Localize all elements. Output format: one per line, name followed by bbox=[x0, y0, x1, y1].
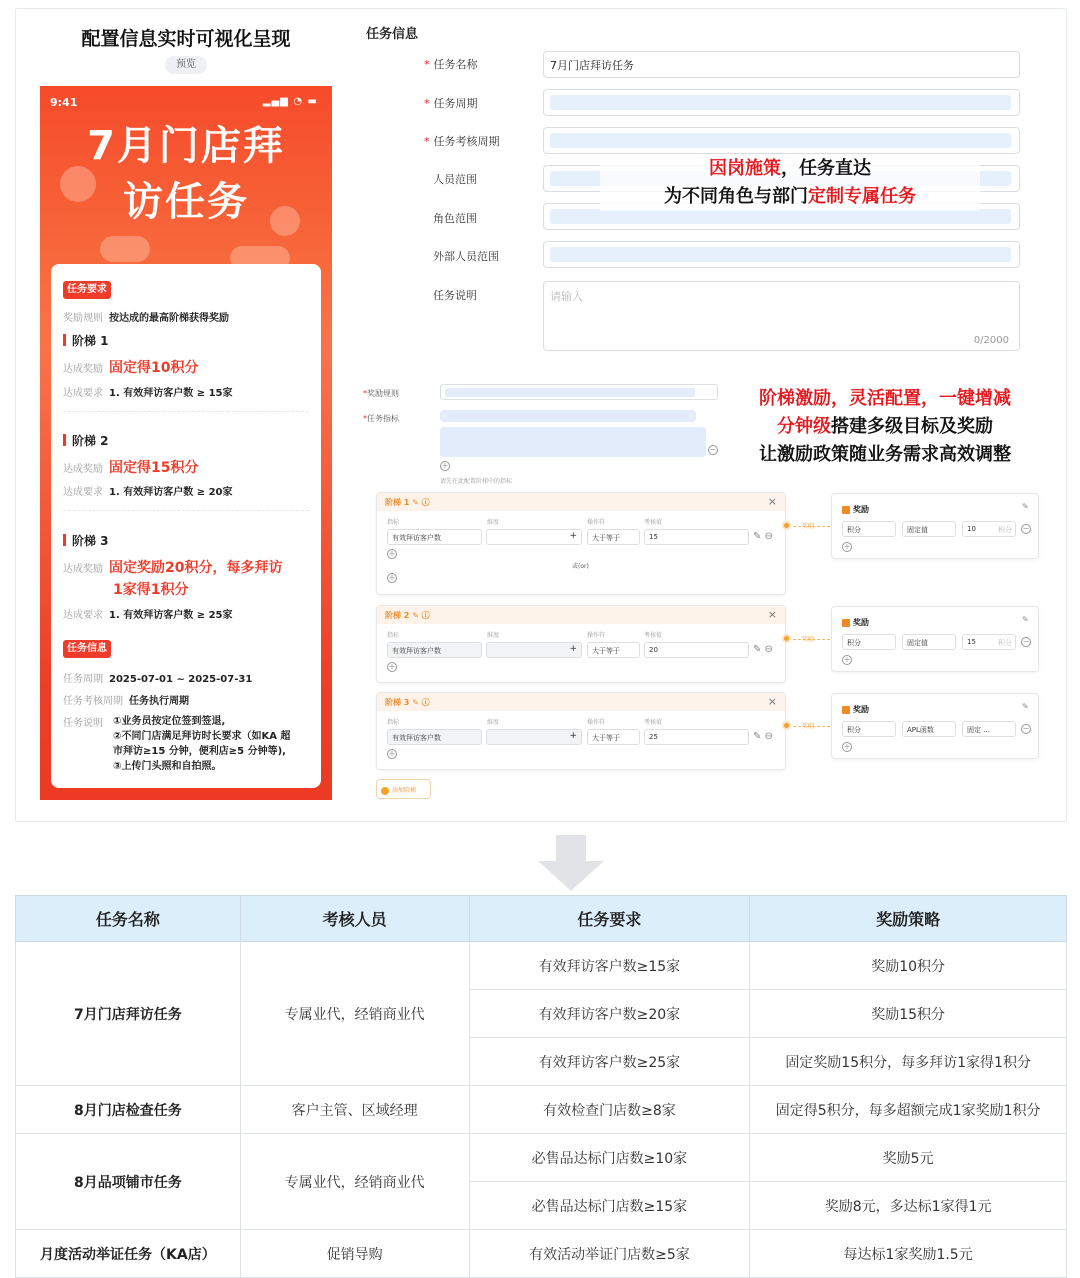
people-cell: 专属业代，经销商业代 bbox=[240, 942, 469, 1086]
cloud-decoration-icon bbox=[100, 236, 150, 262]
edit-delete-icon[interactable]: ✎ ⊖ bbox=[753, 531, 773, 542]
remove-reward-icon[interactable]: − bbox=[1022, 524, 1030, 533]
requirement-cell: 有效拜访客户数≥15家 bbox=[469, 942, 750, 990]
header-task-name: 任务名称 bbox=[16, 896, 241, 942]
down-arrow-icon bbox=[538, 835, 604, 891]
reward-rule-row: 奖励规则 按达成的最高阶梯获得奖励 bbox=[63, 313, 229, 324]
tier-3-title: 阶梯 3 bbox=[63, 532, 109, 549]
field-label-people: 人员范围 bbox=[433, 173, 477, 186]
phone-preview bbox=[40, 86, 332, 800]
value-input[interactable]: 15 bbox=[644, 529, 749, 545]
divider bbox=[63, 510, 309, 511]
add-condition-icon[interactable]: + bbox=[388, 662, 396, 671]
table-header-row bbox=[16, 896, 1067, 942]
link-node-icon bbox=[782, 721, 791, 730]
tier-2-title: 阶梯 2 bbox=[63, 432, 109, 449]
tier-1-requirement: 达成要求 1. 有效拜访客户数 ≥ 15家 bbox=[63, 388, 233, 399]
reward-card-1 bbox=[831, 493, 1039, 559]
edit-icon[interactable]: ✎ bbox=[1022, 502, 1029, 511]
reward-card-title: 奖励 bbox=[842, 617, 869, 628]
edit-icon[interactable]: ✎ bbox=[1022, 702, 1029, 711]
dimension-select[interactable]: + bbox=[486, 529, 582, 545]
task-name-cell: 7月门店拜访任务 bbox=[16, 942, 241, 1086]
task-summary-table bbox=[15, 895, 1067, 1278]
reward-cell: 固定奖励15积分，每多拜访1家得1积分 bbox=[750, 1038, 1067, 1086]
reward-mode-select[interactable]: APL函数 bbox=[902, 721, 956, 737]
operator-select[interactable]: 大于等于 bbox=[587, 529, 640, 545]
task-metric-bar[interactable] bbox=[440, 410, 696, 422]
callout-tiers: 阶梯激励，灵活配置，一键增减 分钟级搭建多级目标及奖励 让激励政策随业务需求高效调整 bbox=[735, 385, 1035, 469]
reward-type-select[interactable]: 积分 bbox=[842, 634, 896, 650]
period-row: 任务周期 2025-07-01 ~ 2025-07-31 bbox=[63, 674, 253, 685]
gift-icon bbox=[842, 619, 850, 627]
field-label-check-period: * 任务考核周期 bbox=[424, 135, 500, 148]
add-tier-button[interactable]: 添加阶梯 bbox=[376, 779, 431, 799]
tier-editor-card-1: 阶梯 1 ✎ ⓘ × 指标 维度 操作符 考核值 有效拜访客户数 + 大于等于 15 ✎ ⊖ + 或(or) + bbox=[376, 492, 786, 595]
link-node-icon bbox=[782, 521, 791, 530]
add-reward-icon[interactable]: + bbox=[843, 742, 851, 751]
close-icon[interactable]: × bbox=[767, 608, 777, 621]
tier-3-reward-cont: 1家得1积分 bbox=[113, 582, 189, 598]
table-row bbox=[16, 1230, 1067, 1278]
tier-2-header: 阶梯 2 ✎ ⓘ × bbox=[377, 606, 785, 624]
close-icon[interactable]: × bbox=[767, 495, 777, 508]
edit-delete-icon[interactable]: ✎ ⊖ bbox=[753, 644, 773, 655]
reward-rule-label: *奖励规则 bbox=[363, 389, 399, 398]
field-label-desc: 任务说明 bbox=[433, 289, 477, 302]
add-reward-icon[interactable]: + bbox=[843, 655, 851, 664]
metric-hint: 请先在此配置阶梯中的指标 bbox=[440, 478, 513, 485]
field-label-name: * 任务名称 bbox=[424, 58, 478, 71]
field-label-period: * 任务周期 bbox=[424, 97, 478, 110]
tier-1-title: 阶梯 1 bbox=[63, 332, 109, 349]
reward-value-input[interactable]: 固定 ... bbox=[962, 721, 1016, 737]
callout-targeting: 因岗施策，任务直达 为不同角色与部门定制专属任务 bbox=[600, 155, 980, 211]
reward-value-input[interactable]: 15 积分 bbox=[962, 634, 1016, 650]
link-node-icon bbox=[782, 634, 791, 643]
metric-select[interactable]: 有效拜访客户数 bbox=[387, 729, 482, 745]
add-condition-icon[interactable]: + bbox=[388, 549, 396, 558]
task-desc-textarea[interactable]: 请输入 0/2000 bbox=[543, 281, 1020, 351]
signal-wifi-battery-icon: ▂▄▆ ◔ ▬ bbox=[262, 96, 318, 107]
task-name-cell: 月度活动举证任务（KA店） bbox=[16, 1230, 241, 1278]
operator-select[interactable]: 大于等于 bbox=[587, 729, 640, 745]
reward-rule-select[interactable] bbox=[440, 384, 718, 400]
tier-3-header: 阶梯 3 ✎ ⓘ × bbox=[377, 693, 785, 711]
dimension-select[interactable]: + bbox=[486, 729, 582, 745]
field-label-role: 角色范围 bbox=[433, 212, 477, 225]
reward-mode-select[interactable]: 固定值 bbox=[902, 521, 956, 537]
tier-1-header: 阶梯 1 ✎ ⓘ × bbox=[377, 493, 785, 511]
section-title: 任务信息 bbox=[366, 27, 419, 42]
people-cell: 促销导购 bbox=[240, 1230, 469, 1278]
dimension-select[interactable]: + bbox=[486, 642, 582, 658]
phone-time: 9:41 bbox=[50, 96, 78, 109]
reward-cell: 奖励10积分 bbox=[750, 942, 1067, 990]
remove-metric-icon[interactable]: − bbox=[709, 445, 717, 454]
requirement-tag: 任务要求 bbox=[63, 281, 111, 299]
metric-select[interactable]: 有效拜访客户数 bbox=[387, 642, 482, 658]
reward-mode-select[interactable]: 固定值 bbox=[902, 634, 956, 650]
desc-text: ①业务员按定位签到签退, ②不同门店满足拜访时长要求（如KA 超 市拜访≥15 分钟，便利店≥5 分钟等), ③上传门头照和自拍照。 bbox=[113, 716, 291, 772]
remove-reward-icon[interactable]: − bbox=[1022, 724, 1030, 733]
info-tag: 任务信息 bbox=[63, 640, 111, 658]
requirement-cell: 有效拜访客户数≥20家 bbox=[469, 990, 750, 1038]
task-period-input[interactable] bbox=[543, 89, 1020, 116]
char-counter: 0/2000 bbox=[973, 335, 1009, 346]
value-input[interactable]: 25 bbox=[644, 729, 749, 745]
requirement-cell: 有效拜访客户数≥25家 bbox=[469, 1038, 750, 1086]
reward-value-input[interactable]: 10 积分 bbox=[962, 521, 1016, 537]
task-name-cell: 8月门店检查任务 bbox=[16, 1086, 241, 1134]
tier-editor-card-3: 阶梯 3 ✎ ⓘ × 指标 维度 操作符 考核值 有效拜访客户数 + 大于等于 25 ✎ ⊖ + bbox=[376, 692, 786, 770]
desc-label: 任务说明 bbox=[63, 718, 103, 729]
remove-reward-icon[interactable]: − bbox=[1022, 637, 1030, 646]
reward-cell: 奖励15积分 bbox=[750, 990, 1067, 1038]
operator-select[interactable]: 大于等于 bbox=[587, 642, 640, 658]
task-card bbox=[51, 264, 321, 788]
divider bbox=[63, 411, 309, 412]
phone-status-bar bbox=[50, 96, 322, 109]
tier-3-reward: 达成奖励 固定奖励20积分，每多拜访 bbox=[63, 560, 283, 576]
table-row bbox=[16, 942, 1067, 990]
reward-card-2 bbox=[831, 606, 1039, 672]
preview-button[interactable]: 预览 bbox=[165, 56, 207, 74]
field-label-external: 外部人员范围 bbox=[433, 250, 499, 263]
gift-icon bbox=[842, 706, 850, 714]
task-metric-area[interactable] bbox=[440, 427, 706, 457]
reward-type-select[interactable]: 积分 bbox=[842, 721, 896, 737]
requirement-cell: 必售品达标门店数≥15家 bbox=[469, 1182, 750, 1230]
table-row bbox=[16, 1086, 1067, 1134]
requirement-cell: 必售品达标门店数≥10家 bbox=[469, 1134, 750, 1182]
close-icon[interactable]: × bbox=[767, 695, 777, 708]
requirement-cell: 有效检查门店数≥8家 bbox=[469, 1086, 750, 1134]
tier-2-reward: 达成奖励 固定得15积分 bbox=[63, 460, 199, 476]
external-scope-input[interactable] bbox=[543, 241, 1020, 268]
check-period-input[interactable] bbox=[543, 127, 1020, 154]
header-reward: 奖励策略 bbox=[750, 896, 1067, 942]
edit-delete-icon[interactable]: ✎ ⊖ bbox=[753, 731, 773, 742]
tier-2-requirement: 达成要求 1. 有效拜访客户数 ≥ 20家 bbox=[63, 487, 233, 498]
reward-cell: 奖励5元 bbox=[750, 1134, 1067, 1182]
metric-select[interactable]: 有效拜访客户数 bbox=[387, 529, 482, 545]
requirement-cell: 有效活动举证门店数≥5家 bbox=[469, 1230, 750, 1278]
add-metric-icon[interactable]: + bbox=[441, 461, 449, 470]
reward-type-select[interactable]: 积分 bbox=[842, 521, 896, 537]
tier-editor-card-2: 阶梯 2 ✎ ⓘ × 指标 维度 操作符 考核值 有效拜访客户数 + 大于等于 20 ✎ ⊖ + bbox=[376, 605, 786, 683]
header-people: 考核人员 bbox=[240, 896, 469, 942]
reward-cell: 奖励8元，多达标1家得1元 bbox=[750, 1182, 1067, 1230]
reward-card-title: 奖励 bbox=[842, 704, 869, 715]
task-name-cell: 8月品项铺市任务 bbox=[16, 1134, 241, 1230]
reward-card-3 bbox=[831, 693, 1039, 759]
reward-cell: 固定得5积分，每多超额完成1家奖励1积分 bbox=[750, 1086, 1067, 1134]
add-reward-icon[interactable]: + bbox=[843, 542, 851, 551]
header-requirement: 任务要求 bbox=[469, 896, 750, 942]
hero-title: 配置信息实时可视化呈现 bbox=[81, 28, 291, 50]
gift-icon bbox=[842, 506, 850, 514]
reward-card-title: 奖励 bbox=[842, 504, 869, 515]
table-row bbox=[16, 1134, 1067, 1182]
edit-icon[interactable]: ✎ bbox=[1022, 615, 1029, 624]
task-name-input[interactable]: 7月门店拜访任务 bbox=[543, 51, 1020, 78]
tier-3-requirement: 达成要求 1. 有效拜访客户数 ≥ 25家 bbox=[63, 610, 233, 621]
people-cell: 客户主管、区域经理 bbox=[240, 1086, 469, 1134]
task-metric-label: *任务指标 bbox=[363, 414, 399, 423]
value-input[interactable]: 20 bbox=[644, 642, 749, 658]
people-cell: 专属业代，经销商业代 bbox=[240, 1134, 469, 1230]
tier-1-reward: 达成奖励 固定得10积分 bbox=[63, 360, 199, 376]
plus-icon bbox=[381, 787, 389, 795]
add-condition-icon[interactable]: + bbox=[388, 749, 396, 758]
phone-task-title: 7月门店拜 访任务 bbox=[87, 123, 285, 225]
reward-cell: 每达标1家奖励1.5元 bbox=[750, 1230, 1067, 1278]
add-group-icon[interactable]: + bbox=[388, 573, 396, 582]
check-period-row: 任务考核周期 任务执行周期 bbox=[63, 696, 189, 707]
